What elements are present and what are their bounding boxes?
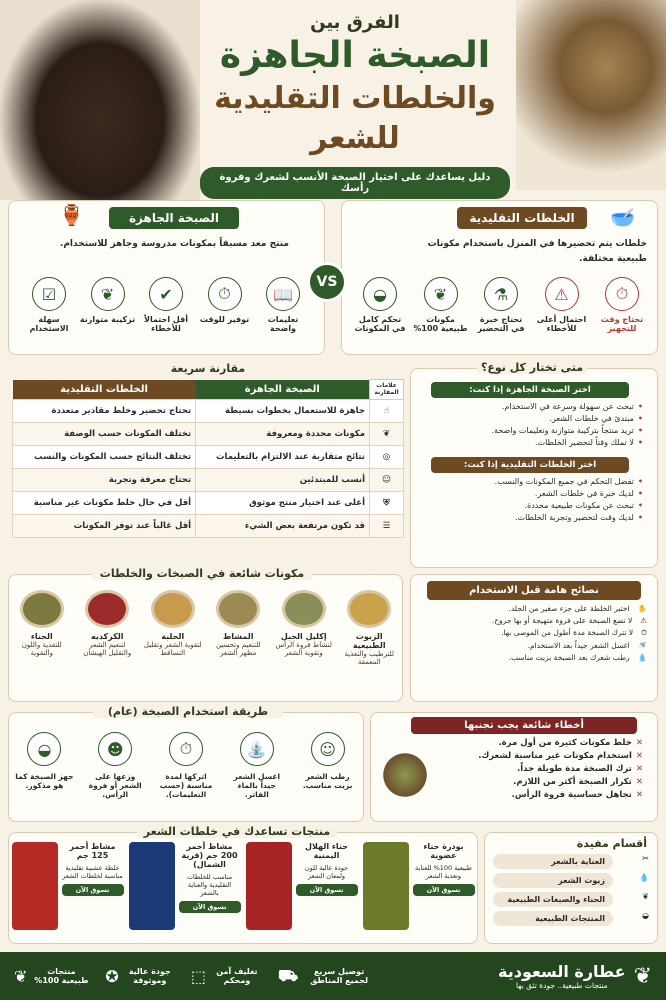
henna-icon (20, 590, 64, 628)
leaf-icon: ❦ (642, 892, 649, 901)
badge-icon: ✪ (105, 966, 119, 986)
mashat-icon (216, 590, 260, 628)
list-item: •لديك خبرة في خلطات الشعر. (534, 489, 643, 498)
checklist-icon: ☑ (32, 277, 66, 311)
col-ready: الصبخة الجاهزة (196, 380, 370, 400)
footer-feature: منتجات طبيعية 100% ❦ (14, 966, 89, 986)
when-ready-list (411, 402, 657, 447)
warning-icon: ⚠ (545, 277, 579, 311)
footer-brand (498, 962, 652, 990)
category-item[interactable]: 💧 زيوت الشعر (493, 873, 649, 888)
step-item: ⛲ اغسل الشعر جيداً بالماء الفاتر. (226, 732, 288, 799)
footer (0, 952, 666, 1000)
leaf-icon: ❦ (424, 277, 458, 311)
table-row: ☝ جاهزة للاستعمال بخطوات بسيطة تحتاج تحضير وخلط مقادير متعددة (13, 399, 404, 422)
mistakes-title: أخطاء شائعة يجب تجنبها (411, 717, 637, 734)
col-trad: الخلطات التقليدية (13, 380, 196, 400)
bowl-icon: ◒ (363, 277, 397, 311)
vs-badge: VS (307, 262, 347, 302)
oil-drop-icon: 💧 (639, 873, 649, 882)
hair-photo (0, 0, 200, 200)
clock-icon: ⏱ (605, 277, 639, 311)
leaf-icon: ❦ (370, 422, 404, 445)
category-item[interactable]: ◒ المنتجات الطبيعية (493, 911, 649, 926)
when-trad-list (411, 477, 657, 522)
feature-label: مكونات طبيعية 100% (413, 315, 468, 333)
hibiscus-icon (85, 590, 129, 628)
henna-bowl-image (377, 753, 433, 797)
product-image (363, 842, 409, 930)
product-image (12, 842, 58, 930)
oil-icon (347, 590, 391, 628)
categories-card (484, 832, 658, 944)
traditional-desc: خلطات يتم تحضيرها في المنزل باستخدام مكونات طبيعية مختلفة. (427, 239, 647, 264)
product-item: بودرة حناء عضوية طبيعية 100% للعناية وتغذية الشعر تسوق الآن (363, 842, 475, 930)
table-row: ☺ أنسب للمبتدئين تحتاج معرفة وتجربة (13, 468, 404, 491)
feature-label: تركيبة متوازنة (79, 315, 136, 324)
table-row: ⛨ أعلى عند اختيار منتج موثوق أقل في حال خلط مكونات غير مناسبة (13, 491, 404, 514)
fenugreek-icon (151, 590, 195, 628)
brand-tagline: منتجات طبيعية.. جودة تثق بها (515, 981, 608, 990)
traditional-card (341, 200, 658, 355)
ingredients-list (9, 590, 402, 666)
when-ready-head: اختر الصبخة الجاهزة إذا كنت: (431, 382, 629, 398)
footer-feature: توصيل سريع لجميع المناطق ⛟ (277, 965, 368, 985)
ingredient-item: الحلبة لتقوية الشعر وتقليل التساقط (143, 590, 203, 666)
shield-icon: ⛨ (370, 491, 404, 514)
list-item: •تبحث عن مكونات طبيعية محددة. (524, 501, 643, 510)
rosemary-icon (282, 590, 326, 628)
category-item[interactable]: ❦ الحناء والصبغات الطبيعية (493, 892, 649, 907)
list-item: ✕خلط مكونات كثيرة من أول مرة. (498, 738, 643, 748)
leaf-icon: ❦ (91, 277, 125, 311)
table-row: ❦ مكونات محددة ومعروفة تختلف المكونات حسب الوصفة (13, 422, 404, 445)
traditional-title: الخلطات التقليدية (457, 207, 587, 229)
head-icon: ☻ (98, 732, 132, 766)
shop-now-button[interactable]: تسوق الآن (413, 884, 475, 896)
products-card (8, 825, 478, 944)
list-item: ✕استخدام مكونات غير مناسبة لشعرك. (478, 751, 643, 761)
hair-icon: ☺ (311, 732, 345, 766)
when-card (410, 361, 658, 568)
category-item[interactable]: ✂ العناية بالشعر (493, 854, 649, 869)
leaf-icon: ❦ (633, 963, 652, 989)
shield-icon: ✔ (149, 277, 183, 311)
step-item: ⏱ اتركها لمدة مناسبة (حسب التعليمات). (155, 732, 217, 799)
list-item: ✕تجاهل حساسية فروة الرأس. (511, 790, 643, 800)
bowl-icon: ◒ (642, 911, 649, 920)
list-item: •لا تملك وقتاً لتحضير الخلطات. (535, 438, 643, 447)
header (190, 12, 520, 199)
header-subtitle: دليل يساعدك على اختيار الصبخة الأنسب لشعرك وفروة رأسك (200, 167, 510, 199)
mistakes-card (370, 712, 658, 822)
list-item: •تريد منتجاً بتركيبة متوازنة وتعليمات واضحة. (491, 426, 643, 435)
ready-features (21, 277, 311, 333)
shop-now-button[interactable]: تسوق الآن (62, 884, 124, 896)
feature-label: توفير للوقت (199, 315, 250, 324)
feature-label: تحتاج خبرة في التحضير (477, 315, 525, 333)
category-icon: ✂ (642, 854, 649, 863)
quick-compare (12, 362, 404, 538)
product-image (246, 842, 292, 930)
header-line3: والخلطات التقليدية للشعر (214, 81, 496, 156)
table-row: ◎ نتائج متقاربة عند الالتزام بالتعليمات تختلف النتائج حسب المكونات والنسب (13, 445, 404, 468)
traditional-features (351, 277, 651, 333)
method-steps (9, 732, 363, 799)
products-list (9, 842, 477, 930)
feature-label: تحتاج وقت للتجهيز (600, 315, 644, 333)
footer-features (14, 966, 374, 987)
user-icon: ☺ (370, 468, 404, 491)
step-item: ☺ رطب الشعر بزيت مناسب. (297, 732, 359, 799)
ingredients-title: مكونات شائعة في الصبخات والخلطات (92, 567, 312, 580)
truck-icon: ⛟ (277, 965, 299, 985)
method-title: طريقة استخدام الصبخة (عام) (93, 705, 283, 718)
footer-feature: جودة عالية وموثوقة ✪ (105, 966, 171, 986)
ingredient-item: الزيوت الطبيعية للترطيب والتغذية المعمقة (339, 590, 399, 666)
when-trad-head: اختر الخلطات التقليدية إذا كنت: (431, 457, 629, 473)
list-item: ✕ترك الصبخة مدة طويلة جداً. (517, 764, 643, 774)
product-item: حناء الهلال اليمنية جودة عالية للون ولمعان الشعر تسوق الآن (246, 842, 358, 930)
ingredient-item: المشاط للتنعيم وتحسين مظهر الشعر (208, 590, 268, 666)
tips-card (410, 574, 658, 702)
book-icon: 📖 (266, 277, 300, 311)
feature-label: احتمال أعلى للأخطاء (536, 315, 587, 333)
products-title: منتجات تساعدك في خلطات الشعر (137, 825, 337, 838)
shower-icon: 🚿 (637, 641, 647, 650)
ready-title: الصبخة الجاهزة (109, 207, 239, 229)
herbs-photo (516, 0, 666, 190)
when-title: متى تختار كل نوع؟ (477, 361, 587, 374)
list-item: ✕تكرار الصبخة أكثر من اللازم. (513, 777, 643, 787)
feature-label: سهلة الاستخدام (29, 315, 69, 333)
hand-icon: ✋ (637, 604, 647, 613)
product-item: مشاط أحمر 200 جم (قرية الشمال) مناسب للخلطات التقليدية والعناية بالشعر تسوق الآن (129, 842, 241, 930)
ready-desc: منتج معد مسبقاً بمكونات مدروسة وجاهز للاستخدام. (59, 239, 289, 249)
list-item: 💧رطب شعرك بعد الصبخة بزيت مناسب. (508, 653, 647, 662)
step-item: ◒ جهز الصبخة كما هو مذكور. (13, 732, 75, 799)
feature-label: تحكم كامل في المكونات (354, 315, 406, 333)
list-item: •تفضل التحكم في جميع المكونات والنسب. (494, 477, 643, 486)
shop-now-button[interactable]: تسوق الآن (179, 901, 241, 913)
brand-name: عطارة السعودية (498, 962, 626, 981)
method-card (8, 705, 364, 822)
ready-card (8, 200, 325, 355)
leaf-icon: ❦ (14, 966, 28, 986)
warning-icon: ⚠ (640, 616, 647, 625)
ingredient-item: الكركديه لتنعيم الشعر والتقليل الهيشان (77, 590, 137, 666)
header-line2: الصبخة الجاهزة (219, 35, 491, 76)
shop-now-button[interactable]: تسوق الآن (296, 884, 358, 896)
step-item: ☻ وزعها على الشعر أو فروة الرأس. (84, 732, 146, 799)
clock-icon: ⏱ (169, 732, 203, 766)
shower-icon: ⛲ (240, 732, 274, 766)
hand-icon: ☝ (370, 399, 404, 422)
clock-icon: ⏱ (208, 277, 242, 311)
col-icon: علامات المقارنة (370, 380, 404, 400)
coins-icon: ☰ (370, 514, 404, 537)
quick-title: مقارنة سريعة (170, 362, 246, 375)
list-item: ⏱لا تترك الصبخة مدة أطول من الموصى بها. (501, 628, 647, 637)
list-item: •لديك وقت لتحضير وتجربة الخلطات. (515, 513, 643, 522)
product-image (129, 842, 175, 930)
list-item: ✋اختبر الخلطة على جزء صغير من الجلد. (508, 604, 647, 613)
product-item: مشاط أحمر 125 جم خلطة عشبية تقليدية مناسبة لخلطات الشعر تسوق الآن (12, 842, 124, 930)
footer-feature: تغليف آمن ومحكم ⬚ (190, 966, 258, 986)
list-item: •تبحث عن سهولة وسرعة في الاستخدام. (501, 402, 643, 411)
jar-icon: 🏺 (59, 203, 84, 227)
box-icon: ⬚ (190, 966, 206, 986)
ingredients-card (8, 567, 403, 702)
list-item: •مبتدئ في خلطات الشعر. (549, 414, 643, 423)
feature-label: تعليمات واضحة (267, 315, 299, 333)
mortar-icon: 🥣 (610, 205, 635, 229)
ingredient-item: إكليل الجبل لنشاط فروة الرأس وتقوية الشعر (274, 590, 334, 666)
compare-table (12, 379, 404, 538)
tips-list (411, 604, 657, 662)
clock-icon: ⏱ (641, 628, 647, 637)
header-line1: الفرق بين (310, 12, 400, 33)
ingredient-item: الحناء للتغذية واللون والتقوية (12, 590, 72, 666)
mortar-icon: ⚗ (484, 277, 518, 311)
table-row: ☰ قد تكون مرتفعة بعض الشيء أقل غالباً عند توفر المكونات (13, 514, 404, 537)
tips-title: نصائح هامة قبل الاستخدام (427, 581, 641, 600)
feature-label: أقل احتمالاً للأخطاء (143, 315, 188, 333)
list-item: 🚿اغسل الشعر جيداً بعد الاستخدام. (527, 641, 647, 650)
bowl-icon: ◒ (27, 732, 61, 766)
list-item: ⚠لا تضع الصبخة على فروة متهيجة أو بها جروح. (491, 616, 647, 625)
drop-icon: 💧 (637, 653, 647, 662)
target-icon: ◎ (370, 445, 404, 468)
categories-title: أقسام مفيدة (576, 837, 647, 850)
